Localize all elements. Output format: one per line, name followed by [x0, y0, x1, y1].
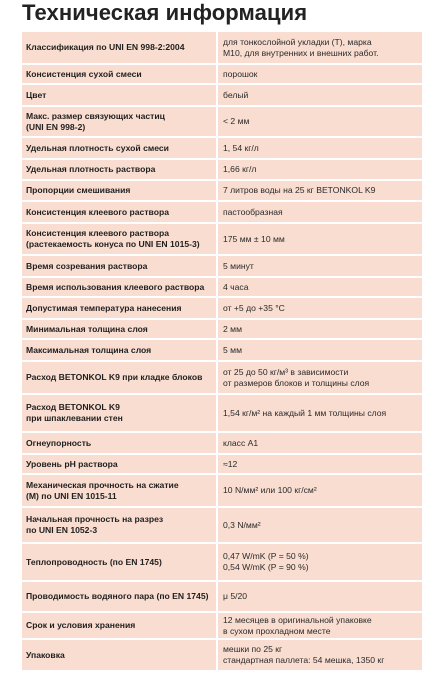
row-label — [22, 455, 218, 473]
row-value-text: 1,66 кг/л — [223, 164, 257, 174]
row-value — [218, 613, 422, 638]
row-value — [218, 640, 422, 670]
row-value-text: от 25 до 50 кг/м³ в зависимости от размеров блоков и толщины слоя — [223, 366, 370, 388]
row-label — [22, 202, 218, 222]
row-value-text: класс А1 — [223, 437, 259, 448]
row-value-text: 10 N/мм² или 100 кг/см² — [223, 485, 317, 495]
row-value — [218, 202, 422, 222]
row-label-text: Упаковка — [26, 649, 65, 660]
table-row — [22, 276, 422, 296]
row-label — [22, 582, 218, 611]
row-value — [218, 85, 422, 105]
table-row — [22, 222, 422, 254]
row-label-text: Удельная плотность сухой смеси — [26, 142, 169, 153]
row-label — [22, 298, 218, 318]
row-label — [22, 160, 218, 179]
technical-info-table — [22, 30, 422, 670]
table-row — [22, 158, 422, 179]
table-row — [22, 136, 422, 158]
row-label-text: Консистенция клеевого раствора — [26, 206, 169, 217]
row-label — [22, 340, 218, 360]
row-value-text: 175 мм ± 10 мм — [223, 233, 285, 244]
row-value-text: ≈12 — [223, 458, 238, 469]
row-label-text: Пропорции смешивания — [26, 185, 131, 195]
table-row — [22, 638, 422, 670]
row-value — [218, 65, 422, 83]
row-label — [22, 433, 218, 453]
row-label — [22, 65, 218, 83]
row-label-text: Время использования клеевого раствора — [26, 281, 205, 292]
row-value — [218, 32, 422, 63]
row-label-text: Время созревания раствора — [26, 260, 148, 271]
row-value-text: 0,47 W/mK (P = 50 %) 0,54 W/mK (P = 90 %) — [223, 551, 309, 572]
row-label-text: Срок и условия хранения — [26, 620, 136, 630]
row-value — [218, 582, 422, 611]
row-value-text: 1, 54 кг/л — [223, 142, 259, 153]
row-label — [22, 475, 218, 506]
row-value — [218, 256, 422, 276]
row-label-text: Проводимость водяного пара (по EN 1745) — [26, 591, 209, 601]
table-row — [22, 580, 422, 611]
row-label — [22, 613, 218, 638]
row-value — [218, 107, 422, 136]
row-value — [218, 455, 422, 473]
table-row — [22, 254, 422, 276]
row-label-text: Макс. размер связующих частиц (UNI EN 998-2) — [26, 110, 165, 132]
row-label — [22, 85, 218, 105]
row-value — [218, 320, 422, 338]
table-row — [22, 431, 422, 453]
row-value-text: мешки по 25 кг стандартная паллета: 54 мешка, 1350 кг — [223, 644, 385, 665]
table-row — [22, 338, 422, 360]
row-value-text: пастообразная — [223, 206, 283, 217]
row-label-text: Консистенция клеевого раствора (растекаемость конуса по UNI EN 1015-3) — [26, 228, 200, 249]
table-row — [22, 200, 422, 222]
table-row — [22, 473, 422, 506]
table-row — [22, 542, 422, 580]
row-value-text: 5 минут — [223, 260, 254, 271]
row-label-text: Минимальная толщина слоя — [26, 323, 148, 334]
row-label-text: Классификация по UNI EN 998-2:2004 — [26, 42, 185, 52]
row-label-text: Расход BETONKOL K9 при кладке блоков — [26, 372, 203, 382]
row-value-text: 0,3 N/мм² — [223, 519, 261, 530]
row-label — [22, 181, 218, 200]
row-value — [218, 544, 422, 580]
row-value — [218, 340, 422, 360]
row-value-text: белый — [223, 89, 249, 100]
row-value-text: порошок — [223, 68, 258, 79]
row-label — [22, 544, 218, 580]
row-label-text: Цвет — [26, 89, 47, 100]
table-row — [22, 611, 422, 638]
row-label-text: Расход BETONKOL K9 при шпаклевании стен — [26, 402, 123, 423]
row-label-text: Механическая прочность на сжатие (M) по UNI EN 1015-11 — [26, 479, 179, 501]
row-value-text: 1,54 кг/м² на каждый 1 мм толщины слоя — [223, 407, 387, 418]
table-row — [22, 318, 422, 338]
row-label — [22, 32, 218, 63]
row-value — [218, 362, 422, 393]
table-row — [22, 360, 422, 393]
row-label — [22, 362, 218, 393]
table-row — [22, 393, 422, 431]
table-row — [22, 63, 422, 83]
row-label — [22, 138, 218, 158]
row-label — [22, 107, 218, 136]
row-value — [218, 475, 422, 506]
table-row — [22, 83, 422, 105]
row-value — [218, 433, 422, 453]
row-label-text: Максимальная толщина слоя — [26, 344, 152, 355]
table-row — [22, 296, 422, 318]
page-title: Техническая информация — [22, 0, 308, 25]
row-value — [218, 224, 422, 254]
table-row — [22, 30, 422, 63]
row-label-text: Удельная плотность раствора — [26, 164, 156, 174]
row-label — [22, 278, 218, 296]
row-value-text: для тонкослойной укладки (T), марка M10, для внутренних и внешних работ. — [223, 36, 379, 58]
row-value-text: от +5 до +35 °С — [223, 302, 285, 313]
row-value-text: μ 5/20 — [223, 591, 248, 601]
row-label-text: Консистенция сухой смеси — [26, 68, 142, 79]
row-label — [22, 395, 218, 431]
row-value — [218, 395, 422, 431]
row-value-text: 7 литров воды на 25 кг BETONKOL K9 — [223, 185, 376, 195]
row-value — [218, 181, 422, 200]
table-row — [22, 105, 422, 136]
row-label-text: Допустимая температура нанесения — [26, 302, 182, 313]
table-row — [22, 506, 422, 542]
row-label-text: Начальная прочность на разрез по UNI EN 1052-3 — [26, 514, 164, 535]
row-value — [218, 278, 422, 296]
table-row — [22, 453, 422, 473]
row-label-text: Теплопроводность (по EN 1745) — [26, 556, 162, 567]
row-label — [22, 508, 218, 542]
row-value — [218, 508, 422, 542]
row-label-text: Уровень pH раствора — [26, 458, 118, 469]
row-value-text: 4 часа — [223, 281, 249, 292]
row-label — [22, 224, 218, 254]
row-value — [218, 138, 422, 158]
table-row — [22, 179, 422, 200]
row-label-text: Огнеупорность — [26, 437, 92, 448]
row-label — [22, 256, 218, 276]
row-value — [218, 160, 422, 179]
row-value-text: 2 мм — [223, 323, 242, 334]
row-value-text: 5 мм — [223, 344, 242, 355]
row-value-text: 12 месяцев в оригинальной упаковке в сухом прохладном месте — [223, 614, 372, 636]
row-value — [218, 298, 422, 318]
row-label — [22, 640, 218, 670]
row-value-text: < 2 мм — [223, 116, 250, 126]
row-label — [22, 320, 218, 338]
